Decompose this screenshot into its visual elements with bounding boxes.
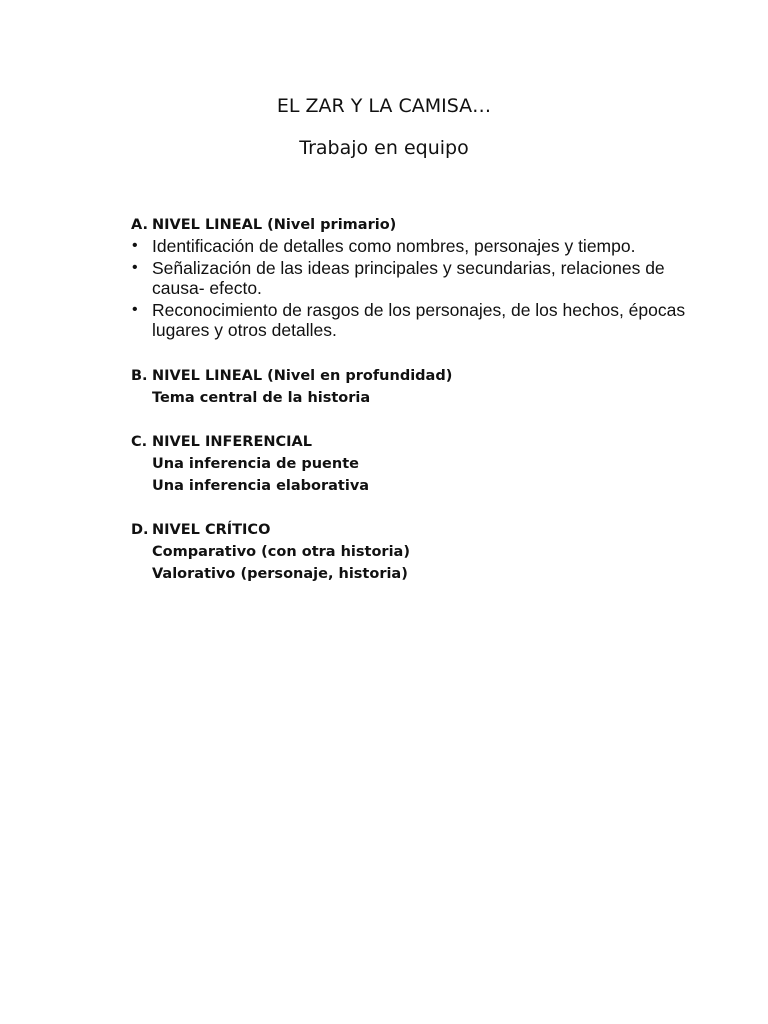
section-a-bullet-list: [131, 236, 691, 341]
bullet-dot-icon: •: [132, 258, 138, 276]
section-d: [131, 519, 691, 585]
document-title: EL ZAR Y LA CAMISA…: [276, 95, 492, 117]
bullet-text: Identificación de detalles como nombres, personajes y tiempo.: [152, 236, 636, 256]
document-subtitle: Trabajo en equipo: [299, 137, 469, 159]
section-d-heading: [131, 519, 691, 541]
section-a-heading: [131, 214, 691, 236]
section-b-line: Tema central de la historia: [152, 390, 371, 406]
section-b-title: NIVEL LINEAL (Nivel en profundidad): [152, 368, 453, 384]
section-d-line: Comparativo (con otra historia): [152, 544, 410, 560]
section-a-letter: A.: [131, 217, 148, 233]
section-a-title-bold: (Nivel primario): [262, 217, 397, 233]
list-item: [131, 300, 691, 341]
bullet-dot-icon: •: [132, 300, 138, 318]
section-b: [131, 365, 691, 409]
section-c: [131, 431, 691, 497]
section-b-heading: [131, 365, 691, 387]
list-item: [131, 258, 691, 299]
section-a-title-plain: NIVEL LINEAL: [152, 217, 263, 233]
section-c-letter: C.: [131, 434, 148, 450]
section-d-title: NIVEL CRÍTICO: [152, 522, 271, 538]
bullet-dot-icon: •: [132, 237, 138, 254]
section-a-title: [152, 214, 396, 236]
section-c-line: Una inferencia elaborativa: [152, 478, 370, 494]
list-item: [131, 236, 691, 257]
section-b-letter: B.: [131, 368, 148, 384]
section-d-letter: D.: [131, 522, 149, 538]
bullet-text: Señalización de las ideas principales y secundarias, relaciones de causa- efecto.: [152, 257, 665, 298]
section-a: [131, 214, 691, 342]
section-c-heading: [131, 431, 691, 453]
section-c-line: Una inferencia de puente: [152, 456, 359, 472]
section-c-title: NIVEL INFERENCIAL: [152, 434, 312, 450]
bullet-text: Reconocimiento de rasgos de los personajes, de los hechos, épocas lugares y otros detalles.: [152, 299, 686, 340]
section-d-line: Valorativo (personaje, historia): [152, 566, 408, 582]
